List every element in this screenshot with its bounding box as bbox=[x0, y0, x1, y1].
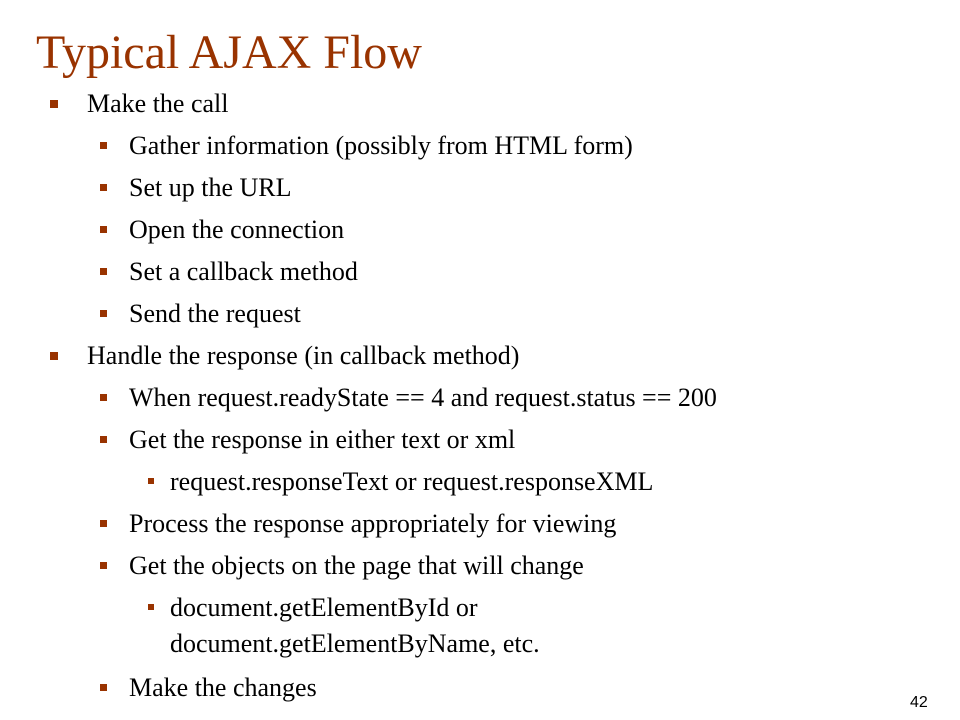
slide-title: Typical AJAX Flow bbox=[36, 26, 422, 79]
square-bullet-icon bbox=[100, 394, 107, 401]
square-bullet-icon bbox=[100, 436, 107, 443]
bullet-text: Get the objects on the page that will change bbox=[129, 551, 584, 580]
square-bullet-icon bbox=[50, 352, 58, 360]
bullet-text: document.getElementById or bbox=[170, 593, 478, 622]
bullet-text: Handle the response (in callback method) bbox=[87, 341, 520, 370]
bullet-text: Send the request bbox=[129, 299, 301, 328]
square-bullet-icon bbox=[100, 226, 107, 233]
bullet-text: Set up the URL bbox=[129, 173, 292, 202]
bullet-text: request.responseText or request.responseXML bbox=[170, 467, 654, 496]
square-bullet-icon bbox=[148, 604, 154, 610]
bullet-text-continued: document.getElementByName, etc. bbox=[170, 629, 540, 658]
square-bullet-icon bbox=[100, 268, 107, 275]
bullet-text: Make the call bbox=[87, 89, 229, 118]
square-bullet-icon bbox=[100, 184, 107, 191]
square-bullet-icon bbox=[100, 310, 107, 317]
bullet-text: Set a callback method bbox=[129, 257, 358, 286]
bullet-text: Make the changes bbox=[129, 673, 317, 702]
square-bullet-icon bbox=[100, 142, 107, 149]
square-bullet-icon bbox=[100, 520, 107, 527]
bullet-text: When request.readyState == 4 and request.status == 200 bbox=[129, 383, 717, 412]
square-bullet-icon bbox=[148, 478, 154, 484]
bullet-text: Gather information (possibly from HTML form) bbox=[129, 131, 633, 160]
bullet-text: Get the response in either text or xml bbox=[129, 425, 516, 454]
bullet-text: Process the response appropriately for viewing bbox=[129, 509, 617, 538]
square-bullet-icon bbox=[50, 100, 58, 108]
bullet-text: Open the connection bbox=[129, 215, 345, 244]
square-bullet-icon bbox=[100, 562, 107, 569]
square-bullet-icon bbox=[100, 684, 107, 691]
slide-number: 42 bbox=[910, 694, 928, 711]
